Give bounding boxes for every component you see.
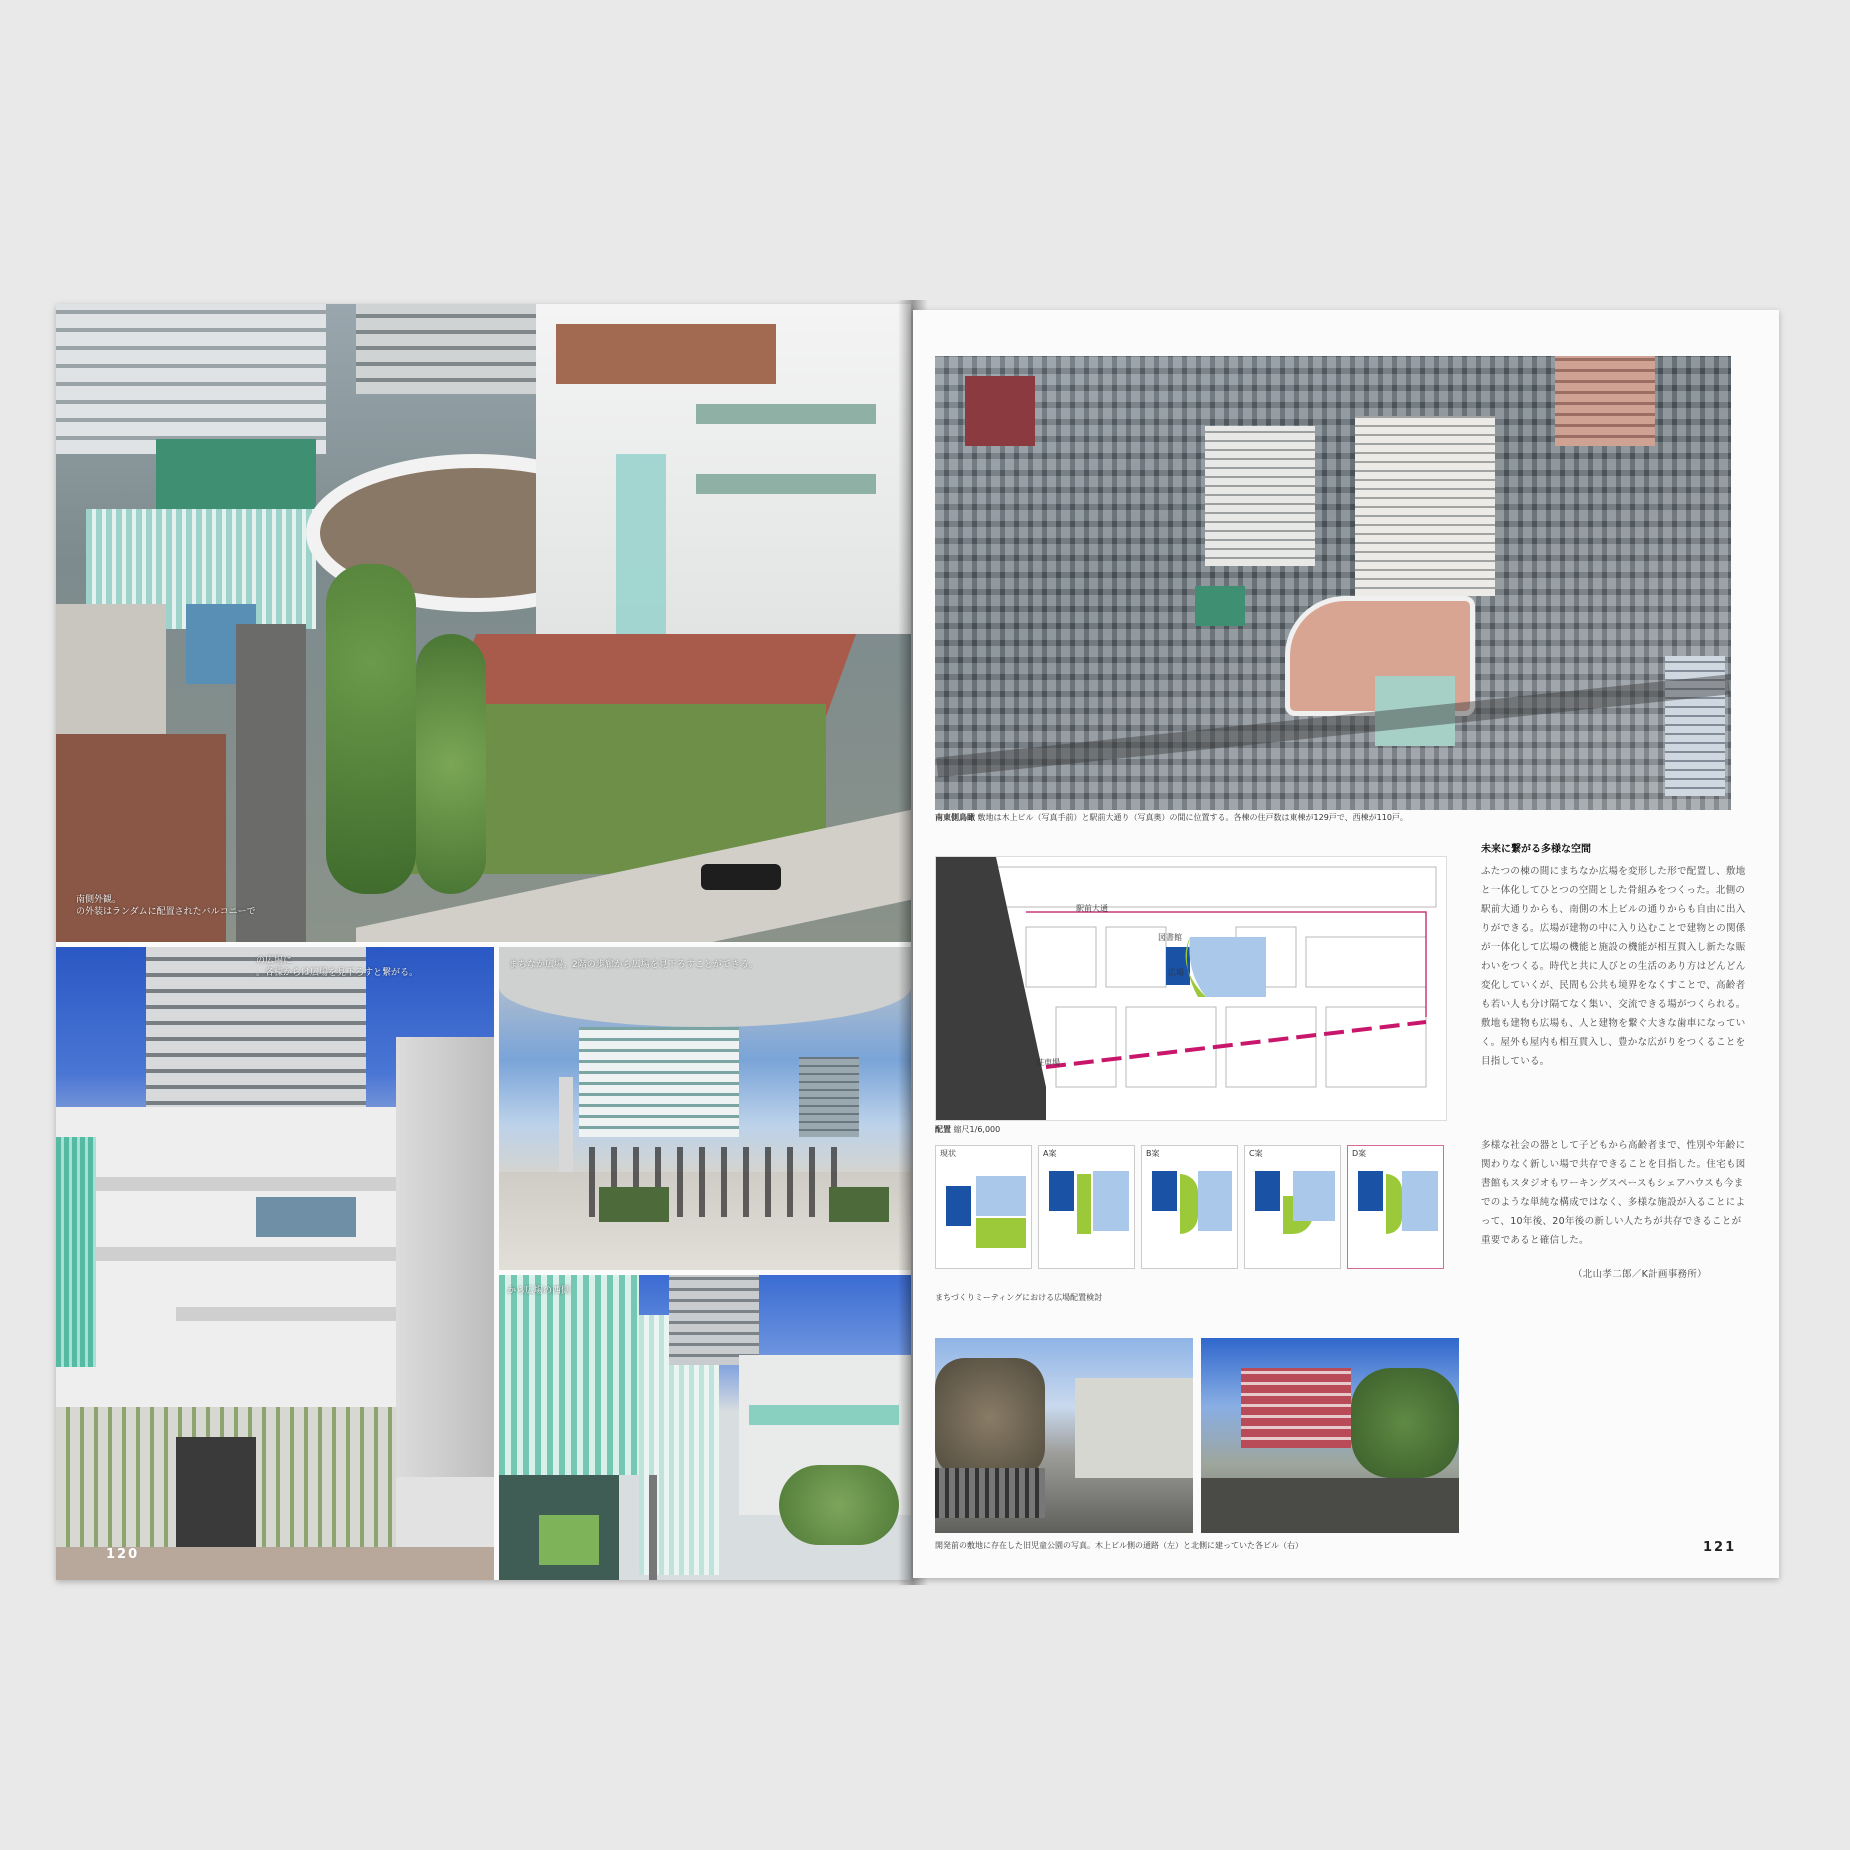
old-street-photo xyxy=(935,1338,1193,1533)
map-scale: 配置 縮尺1/6,000 xyxy=(935,1125,1001,1134)
article-paragraph-2: 多様な社会の器として子どもから高齢者まで、性別や年齢に関わりなく新しい場で共存できることを目指した。住宅も図書館もスタジオもワーキングスペースもシェアハウスも今までのような単純な構成ではなく、多様な施設が入ることによって、10年後、20年後の新しい人たちが共存できることが重要であると確信した。 xyxy=(1481,1140,1746,1246)
diagram-caption: まちづくりミーティングにおける広場配置検討 xyxy=(935,1293,1103,1302)
top-aerial-photo xyxy=(56,304,911,942)
aerial-caption: 南東側鳥瞰 敷地は木上ビル（写真手前）と駅前大通り（写真奥）の間に位置する。各棟の住戸数は東棟が129戸で、西棟が110戸。 xyxy=(935,813,1408,822)
site-map-svg xyxy=(936,857,1446,1120)
mid-left-caption: の広場に 。各棟からは広場を見下ろすと繋がる。 xyxy=(256,956,419,978)
west-tower xyxy=(1205,426,1315,566)
tower-building xyxy=(56,304,326,454)
site-map xyxy=(935,856,1447,1121)
article-heading: 未来に繋がる多様な空間 xyxy=(1481,844,1591,855)
facade-caption: から広場の西側 xyxy=(507,1286,571,1296)
right-page xyxy=(913,310,1779,1578)
east-tower xyxy=(1355,416,1495,596)
car xyxy=(701,864,781,890)
map-label-5: 駐車場 xyxy=(1036,1058,1060,1067)
right-page-number: 121 xyxy=(1703,1540,1737,1555)
article-paragraph-1: ふたつの棟の間にまちなか広場を変形した形で配置し、敷地と一体化してひとつの空間とした骨組みをつくった。北側の駅前大通りからも、南側の木上ビルの通りからも自由に出入りができる。広場が建物の中に入り込むことで建物との関係が一体化して広場の機能と施設の機能が相互貫入し新たな賑わいをつくる。時代と共に人びとの生活のあり方はどんどん変化していくが、民間も公共も境界をなくすことで、高齢者も若い人も分け隔てなく集い、交流できる場がつくられる。敷地も建物も広場も、人と建物を繋ぐ大きな歯車になっていく。屋外も屋内も相互貫入し、豊かな広がりをつくることを目指している。 xyxy=(1481,866,1746,1067)
bottom-caption: 開発前の敷地に存在した旧児童公園の写真。木上ビル側の通路（左）と北側に建っていた各ビル（右） xyxy=(935,1541,1303,1550)
old-park-photo xyxy=(1201,1338,1459,1533)
article-signature: （北山孝二郎／K計画事務所） xyxy=(1573,1269,1707,1280)
plaza-photo xyxy=(499,947,911,1270)
left-page-number: 120 xyxy=(106,1547,140,1562)
green-roof-building xyxy=(156,439,316,509)
bottom-left-photo xyxy=(56,947,494,1580)
aerial-photo xyxy=(935,356,1731,810)
map-label-2: 広場 xyxy=(1168,968,1184,977)
left-page xyxy=(56,304,911,1580)
map-label-3: 図書館 xyxy=(1158,933,1182,942)
plaza-caption: まちなか広場。2階の歩廊から広場を見下ろすことができる。 xyxy=(509,960,758,970)
top-photo-caption: 南側外観。 の外装はランダムに配置されたバルコニーで xyxy=(76,895,256,917)
facade-photo xyxy=(499,1275,911,1580)
map-label-1: 駅前大通 xyxy=(1076,904,1108,913)
plaza-study-diagrams: 現状 A案 B案 C案 D案 xyxy=(935,1145,1445,1275)
